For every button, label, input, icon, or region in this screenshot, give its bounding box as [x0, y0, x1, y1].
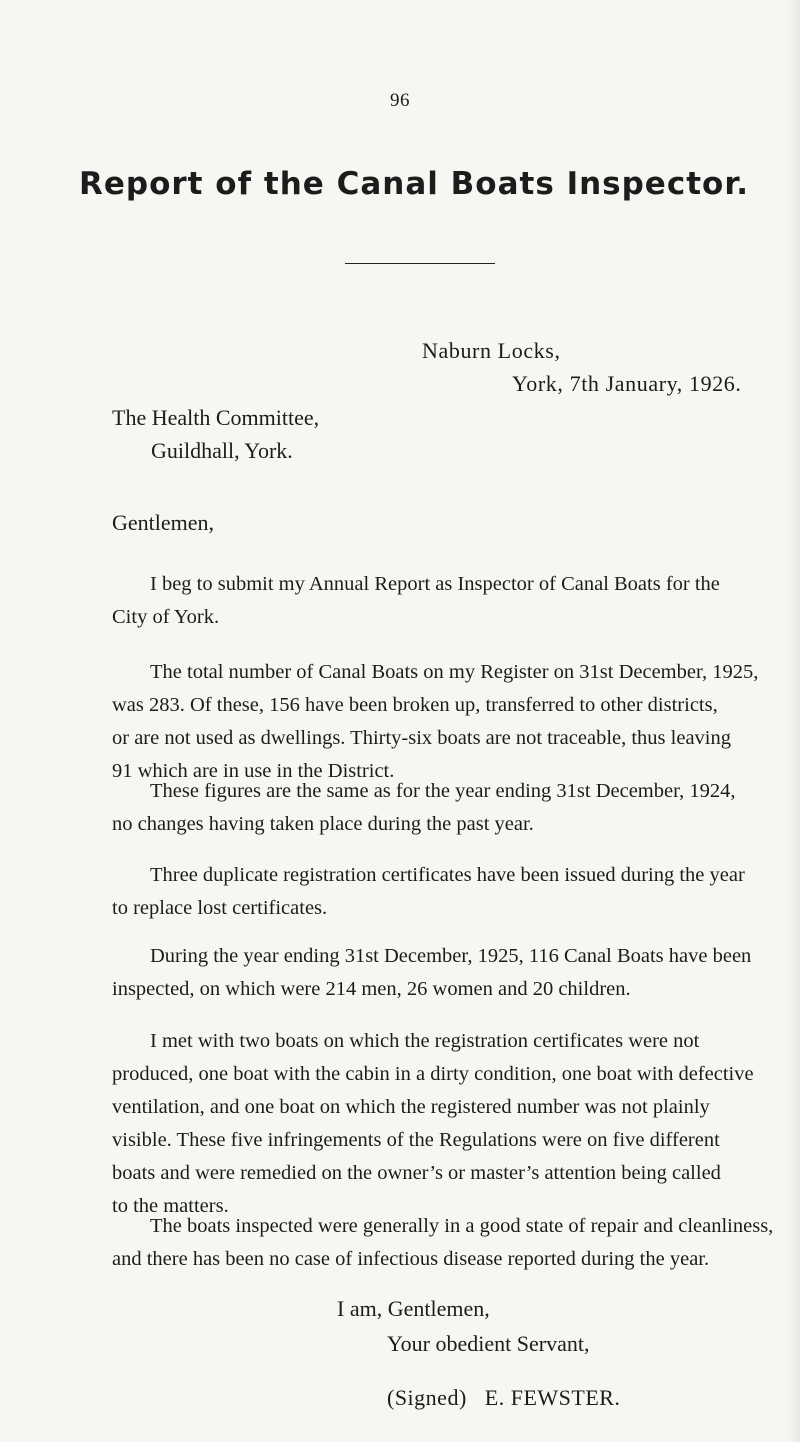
paragraph-line: I beg to submit my Annual Report as Inspector of Canal Boats for the: [150, 573, 720, 595]
salutation: Gentlemen,: [112, 510, 215, 535]
closing-servant-line: Your obedient Servant,: [387, 1331, 590, 1356]
paragraph-line: City of York.: [112, 606, 220, 628]
paragraph-line: and there has been no case of infectious disease reported during the year.: [112, 1248, 710, 1270]
title-divider: [345, 263, 495, 264]
sender-address-date-line: York, 7th January, 1926.: [512, 371, 742, 396]
paragraph-line: no changes having taken place during the past year.: [112, 813, 534, 835]
paragraph-line: The boats inspected were generally in a good state of repair and cleanliness,: [150, 1215, 774, 1237]
paragraph-line: to replace lost certificates.: [112, 897, 328, 919]
paragraph-line: was 283. Of these, 156 have been broken up, transferred to other districts,: [112, 694, 718, 716]
paragraph-line: These figures are the same as for the year ending 31st December, 1924,: [150, 780, 736, 802]
paragraph-line: ventilation, and one boat on which the registered number was not plainly: [112, 1096, 710, 1118]
report-title: Report of the Canal Boats Inspector.: [79, 166, 749, 202]
paragraph-line: During the year ending 31st December, 1925, 116 Canal Boats have been: [150, 945, 752, 967]
recipient-line-1: The Health Committee,: [112, 405, 320, 430]
signed-label: (Signed): [387, 1385, 467, 1410]
paragraph-register-totals: [112, 656, 792, 788]
paragraph-intro: [112, 568, 792, 634]
paragraph-general-state: [112, 1210, 792, 1276]
paragraph-figures-unchanged: [112, 775, 792, 841]
paragraph-line: visible. These five infringements of the Regulations were on five different: [112, 1129, 720, 1151]
recipient-line-2: Guildhall, York.: [151, 438, 293, 463]
paragraph-line: The total number of Canal Boats on my Register on 31st December, 1925,: [150, 661, 759, 683]
paragraph-duplicate-certificates: [112, 859, 792, 925]
paragraph-infringements: [112, 1025, 792, 1223]
signatory-name: E. FEWSTER.: [484, 1385, 621, 1410]
paragraph-line: Three duplicate registration certificates have been issued during the year: [150, 864, 745, 886]
signature-line: [387, 1385, 620, 1411]
paragraph-line: boats and were remedied on the owner’s or master’s attention being called: [112, 1162, 721, 1184]
paragraph-line: inspected, on which were 214 men, 26 women and 20 children.: [112, 978, 631, 1000]
page-number: 96: [390, 90, 410, 111]
paragraph-line: or are not used as dwellings. Thirty-six boats are not traceable, thus leaving: [112, 727, 732, 749]
paragraph-line: produced, one boat with the cabin in a dirty condition, one boat with defective: [112, 1063, 754, 1085]
paragraph-line: to the matters.: [112, 1195, 229, 1217]
closing-line: I am, Gentlemen,: [337, 1296, 490, 1321]
paragraph-inspections: [112, 940, 792, 1006]
sender-address-line-1: Naburn Locks,: [422, 338, 561, 363]
paragraph-line: 91 which are in use in the District.: [112, 760, 395, 782]
paragraph-line: I met with two boats on which the registration certificates were not: [150, 1030, 700, 1052]
